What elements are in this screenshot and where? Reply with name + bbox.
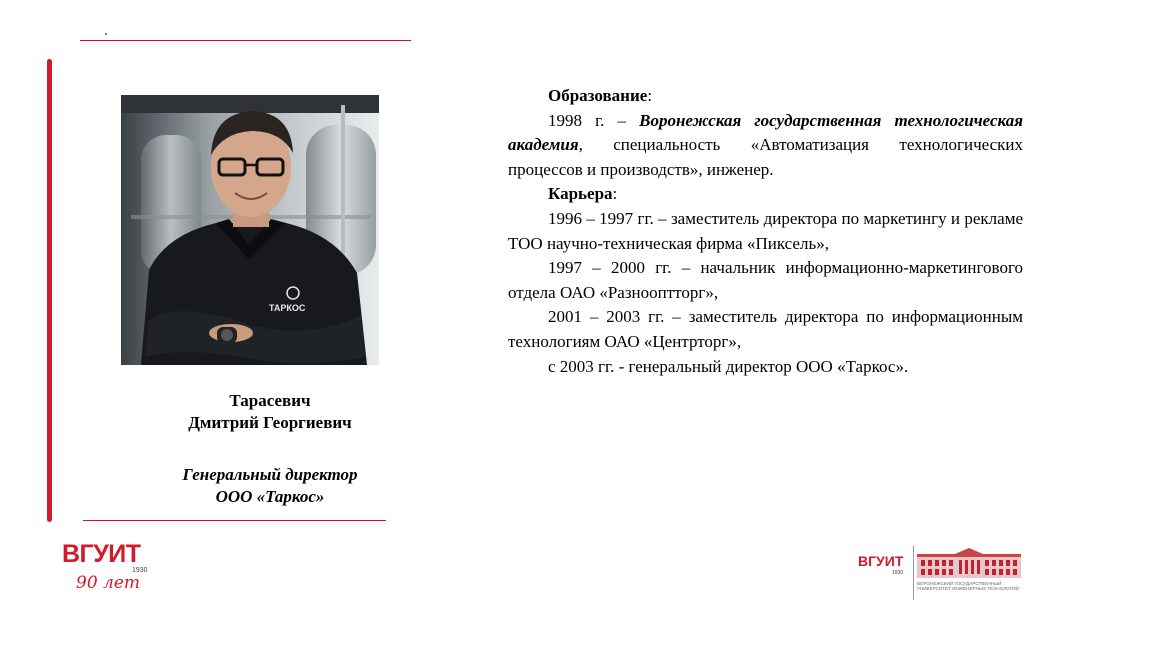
shirt-logo: ТАРКОС — [269, 303, 306, 313]
logo-anniversary: 90 лет — [76, 573, 141, 593]
career-heading: Карьера — [548, 184, 613, 204]
career-item: 1997 – 2000 гг. – начальник информационно-маркетингового отдела ОАО «Разнооптторг», — [508, 258, 1023, 302]
person-position — [120, 464, 420, 508]
portrait-photo — [121, 95, 379, 365]
biography-block — [508, 84, 1023, 379]
left-accent-bar — [47, 59, 52, 522]
education-institution: Воронежская государственная технологическая академия — [508, 110, 1023, 155]
career-item: 1996 – 1997 гг. – заместитель директора по маркетингу и рекламе ТОО научно-техническая фирма «Пиксель», — [508, 208, 1023, 253]
education-text — [508, 109, 1023, 183]
logo-divider — [913, 546, 914, 600]
education-heading-row: Образование: — [548, 86, 653, 105]
career-item: 2001 – 2003 гг. – заместитель директора по информационным технологиям ОАО «Центрторг», — [508, 307, 1023, 351]
person-given-names: Дмитрий Георгиевич — [188, 413, 352, 432]
education-rest: , специальность «Автоматизация технологических процессов и производств», инженер. — [508, 135, 1023, 179]
logo-right-year: 1930 — [892, 570, 904, 576]
logo-brand: ВГУИТ — [62, 540, 141, 568]
university-name: ВОРОНЕЖСКИЙ ГОСУДАРСТВЕННЫЙ УНИВЕРСИТЕТ ИНЖЕНЕРНЫХ ТЕХНОЛОГИЙ — [917, 581, 1019, 592]
logo-year: 1930 — [132, 567, 148, 574]
logo-right-brand: ВГУИТ — [858, 553, 904, 569]
education-heading: Образование — [548, 86, 648, 105]
top-divider-line — [80, 40, 411, 41]
career-heading-row: Карьера: — [548, 184, 618, 204]
education-prefix: 1998 г. – — [548, 110, 640, 130]
person-name — [120, 390, 420, 434]
bottom-divider-line — [83, 520, 386, 521]
decor-dot — [105, 33, 107, 35]
vguit-university-logo — [858, 546, 1023, 602]
vguit-anniversary-logo — [62, 540, 162, 600]
career-item: с 2003 гг. - генеральный директор ООО «Таркос». — [548, 356, 909, 376]
company-name: ООО «Таркос» — [215, 487, 325, 506]
position-title: Генеральный директор — [182, 465, 358, 484]
person-surname: Тарасевич — [229, 391, 311, 410]
university-building-icon — [917, 548, 1021, 578]
